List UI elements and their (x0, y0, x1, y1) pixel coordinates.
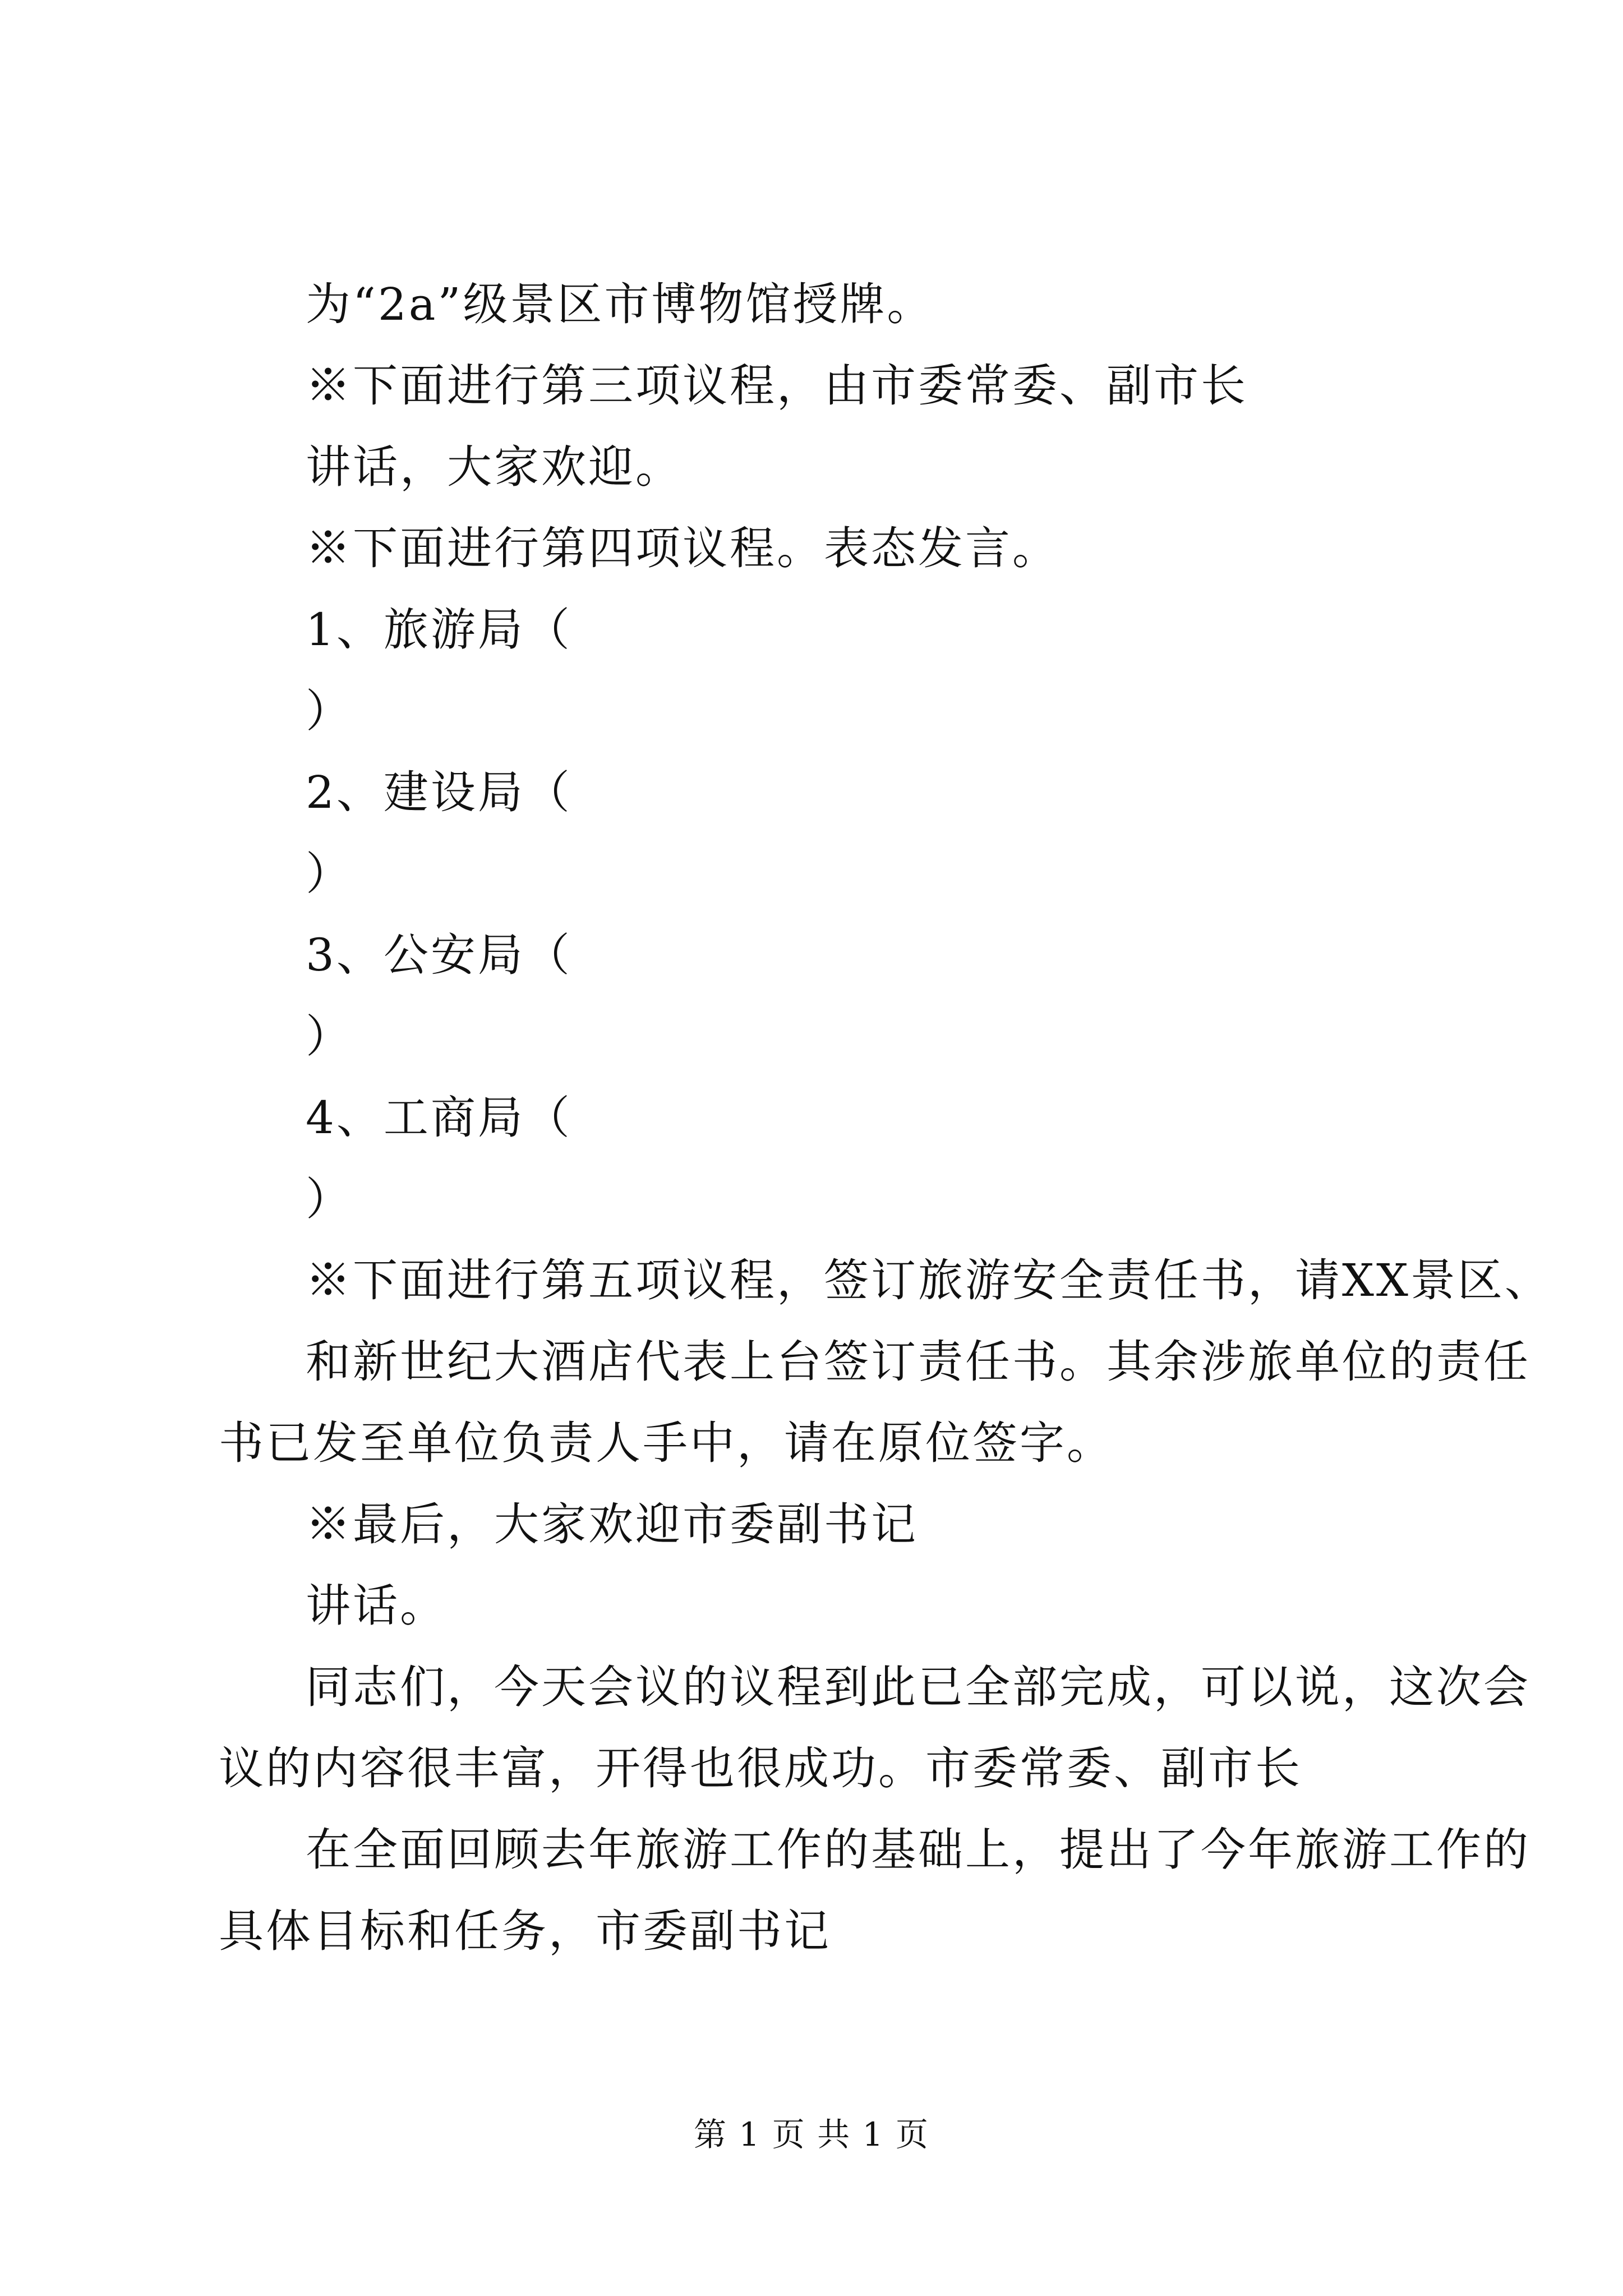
paragraph-line: 书已发至单位负责人手中，请在原位签字。 (219, 1417, 1114, 1469)
paragraph-line: 同志们，今天会议的议程到此已全部完成，可以说，这次会 (306, 1661, 1530, 1713)
paragraph-line: ※下面进行第五项议程，签订旅游安全责任书，请XX景区、 (306, 1254, 1552, 1306)
list-item: 3、公安局（ (306, 929, 572, 981)
list-item: 4、工商局（ (306, 1092, 572, 1144)
paragraph-line: 具体目标和任务，市委副书记 (219, 1905, 831, 1957)
paragraph-line: ※下面进行第三项议程，由市委常委、副市长 (306, 360, 1248, 412)
list-item-close: ） (306, 848, 353, 900)
list-item-close: ） (306, 685, 353, 737)
paragraph-line: 为“2a”级景区市博物馆授牌。 (306, 278, 934, 330)
paragraph-line: 在全面回顾去年旅游工作的基础上，提出了今年旅游工作的 (306, 1824, 1530, 1876)
paragraph-line: 议的内容很丰富，开得也很成功。市委常委、副市长 (219, 1742, 1302, 1795)
list-item-close: ） (306, 1173, 353, 1225)
paragraph-line: ※最后，大家欢迎市委副书记 (306, 1498, 918, 1550)
page-number-footer: 第 1 页 共 1 页 (694, 2115, 929, 2154)
list-item-close: ） (306, 1010, 353, 1062)
list-item: 1、旅游局（ (306, 604, 572, 656)
paragraph-line: 和新世纪大酒店代表上台签订责任书。其余涉旅单位的责任 (306, 1336, 1530, 1388)
document-body (219, 264, 1552, 1972)
paragraph-line: ※下面进行第四项议程。表态发言。 (306, 522, 1059, 574)
paragraph-line: 讲话。 (306, 1580, 447, 1632)
list-item: 2、建设局（ (306, 766, 572, 818)
paragraph-line: 讲话，大家欢迎。 (306, 441, 683, 493)
